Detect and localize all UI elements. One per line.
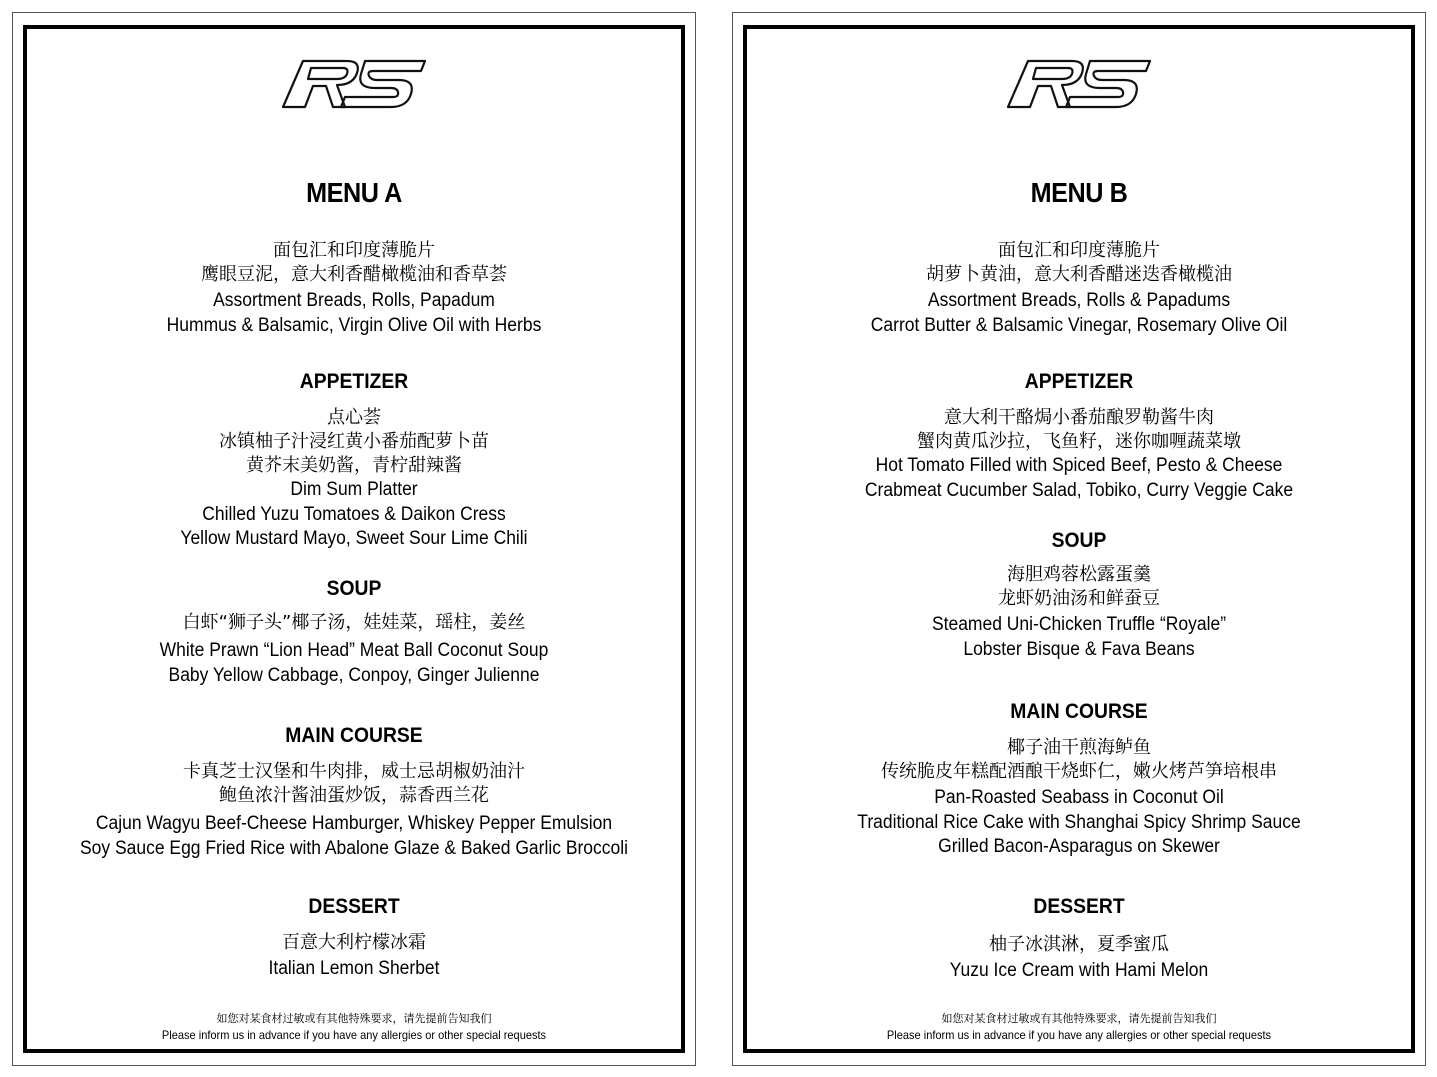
dish-zh: 胡萝卜黄油，意大利香醋迷迭香橄榄油	[926, 264, 1232, 285]
dish-zh: 面包汇和印度薄脆片	[273, 240, 435, 261]
dish-en: Chilled Yuzu Tomatoes & Daikon Cress	[202, 503, 506, 525]
section-heading: SOUP	[1051, 529, 1107, 552]
svg-text:RS: RS	[281, 59, 283, 60]
dish-en: Grilled Bacon-Asparagus on Skewer	[938, 836, 1220, 857]
section-heading: DESSERT	[1033, 895, 1125, 918]
section-heading: APPETIZER	[1024, 370, 1134, 393]
dish-zh: 椰子油干煎海鲈鱼	[1007, 737, 1151, 758]
dish-en: Pan-Roasted Seabass in Coconut Oil	[934, 787, 1224, 808]
dish-zh: 面包汇和印度薄脆片	[998, 240, 1160, 261]
dish-zh: 百意大利柠檬冰霜	[282, 932, 426, 953]
note-en: Please inform us in advance if you have any allergies or other special requests	[886, 1028, 1272, 1042]
dish-en: Carrot Butter & Balsamic Vinegar, Rosemary Olive Oil	[870, 314, 1288, 336]
dish-zh: 海胆鸡蓉松露蛋羹	[1007, 564, 1151, 585]
dish-en: Steamed Uni-Chicken Truffle “Royale”	[931, 614, 1227, 635]
dish-zh: 黄芥末美奶酱，青柠甜辣酱	[246, 455, 462, 476]
soup-section	[747, 529, 1411, 662]
dish-zh: 鲍鱼浓汁酱油蛋炒饭，蒜香西兰花	[219, 785, 489, 806]
menu-a-frame	[23, 25, 685, 1053]
appetizer-section	[747, 370, 1411, 503]
section-heading: MAIN COURSE	[1010, 700, 1148, 723]
dish-en: Assortment Breads, Rolls & Papadums	[927, 290, 1231, 311]
dish-zh: 冰镇柚子汁浸红黄小番茄配萝卜苗	[219, 431, 489, 452]
dish-zh: 卡真芝士汉堡和牛肉排，威士忌胡椒奶油汁	[183, 761, 525, 782]
dish-en: Yellow Mustard Mayo, Sweet Sour Lime Chili	[180, 528, 528, 549]
dish-en: White Prawn “Lion Head” Meat Ball Coconut Soup	[159, 640, 549, 661]
dessert-section	[27, 895, 681, 982]
dish-en: Hot Tomato Filled with Spiced Beef, Pesto & Cheese	[875, 455, 1283, 476]
dish-en: Dim Sum Platter	[290, 479, 418, 500]
dish-zh: 蟹肉黄瓜沙拉，飞鱼籽，迷你咖喱蔬菜墩	[917, 431, 1241, 452]
menu-title: MENU B	[1030, 177, 1128, 208]
dish-en: Cajun Wagyu Beef-Cheese Hamburger, Whiskey Pepper Emulsion	[95, 813, 613, 834]
dish-en: Assortment Breads, Rolls, Papadum	[213, 290, 495, 311]
rs-logo-icon	[281, 59, 427, 111]
dish-zh: 鹰眼豆泥，意大利香醋橄榄油和香草荟	[201, 264, 507, 285]
dish-en: Yuzu Ice Cream with Hami Melon	[949, 960, 1209, 981]
dish-en: Traditional Rice Cake with Shanghai Spicy Shrimp Sauce	[857, 811, 1301, 833]
rs-logo-icon	[1006, 59, 1152, 111]
note-zh: 如您对某食材过敏或有其他特殊要求，请先提前告知我们	[941, 1012, 1217, 1025]
menu-b-card	[732, 12, 1426, 1066]
section-heading: SOUP	[326, 577, 382, 600]
menu-title: MENU A	[306, 177, 402, 208]
dish-en: Lobster Bisque & Fava Beans	[963, 638, 1195, 660]
appetizer-section	[27, 370, 681, 552]
dish-zh: 龙虾奶油汤和鲜蚕豆	[998, 588, 1160, 609]
dish-en: Hummus & Balsamic, Virgin Olive Oil with Herbs	[166, 314, 542, 336]
dish-en: Italian Lemon Sherbet	[268, 958, 440, 979]
allergy-note	[747, 1011, 1411, 1043]
main-course-section	[27, 724, 681, 861]
menu-b-title-block	[747, 177, 1411, 209]
note-zh: 如您对某食材过敏或有其他特殊要求，请先提前告知我们	[216, 1012, 492, 1025]
section-heading: APPETIZER	[299, 370, 409, 393]
menu-a-card	[12, 12, 696, 1066]
dish-zh: 意大利干酪焗小番茄酿罗勒酱牛肉	[944, 407, 1214, 428]
dish-zh: 点心荟	[327, 407, 381, 428]
note-en: Please inform us in advance if you have any allergies or other special requests	[161, 1028, 547, 1042]
soup-section	[27, 577, 681, 688]
dish-zh: 柚子冰淇淋，夏季蜜瓜	[989, 934, 1169, 955]
section-heading: MAIN COURSE	[285, 724, 423, 747]
dish-zh: 传统脆皮年糕配酒酿干烧虾仁，嫩火烤芦笋培根串	[881, 761, 1277, 782]
menu-a-title-block	[27, 177, 681, 209]
bread-section	[747, 239, 1411, 338]
dish-en: Soy Sauce Egg Fried Rice with Abalone Glaze & Baked Garlic Broccoli	[80, 837, 628, 859]
dessert-section	[747, 895, 1411, 984]
main-course-section	[747, 700, 1411, 860]
bread-section	[27, 239, 681, 338]
dish-en: Baby Yellow Cabbage, Conpoy, Ginger Julienne	[168, 664, 540, 686]
allergy-note	[27, 1011, 681, 1043]
menu-b-frame	[743, 25, 1415, 1053]
section-heading: DESSERT	[308, 895, 400, 918]
dish-zh: 白虾“狮子头”椰子汤，娃娃菜，瑶柱，姜丝	[182, 612, 526, 633]
dish-en: Crabmeat Cucumber Salad, Tobiko, Curry Veggie Cake	[864, 479, 1294, 501]
